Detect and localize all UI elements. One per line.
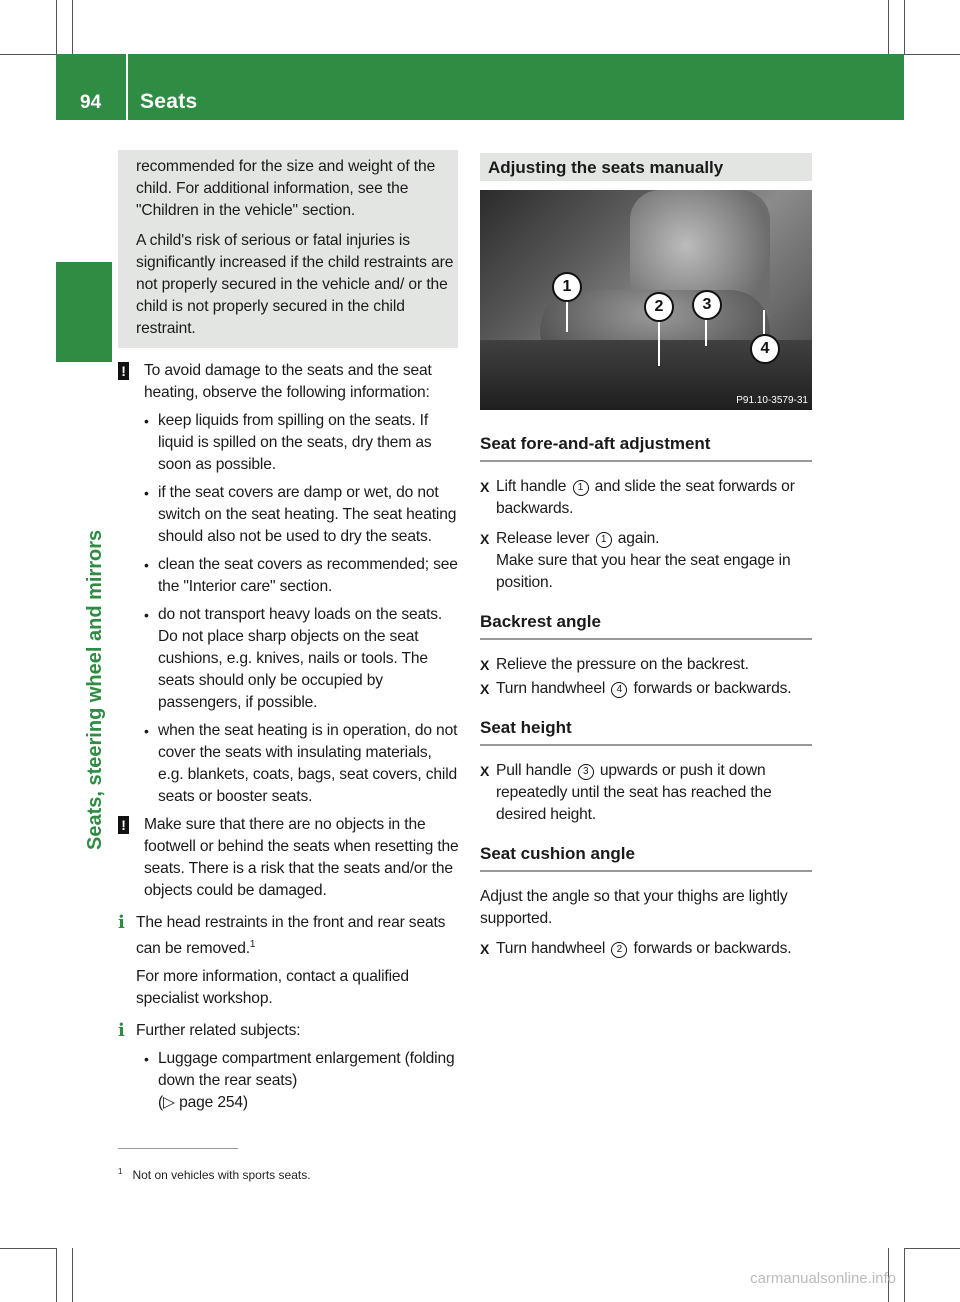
step-arrow-icon: X xyxy=(480,941,490,957)
warning-icon: ! xyxy=(118,362,129,380)
step-text: upwards or push it down repeatedly until the seat has reached the desired height. xyxy=(496,762,772,823)
crop-mark xyxy=(888,0,889,54)
crop-mark xyxy=(56,1248,57,1302)
list-item: • do not transport heavy loads on the seats. Do not place sharp objects on the seat cushions, e.g. knives, nails or tools. The seats should only be occupied by passengers, if possible. xyxy=(118,604,460,714)
step-text: Lift handle xyxy=(496,478,571,495)
list-item: • keep liquids from spilling on the seats. If liquid is spilled on the seats, dry them as soon as possible. xyxy=(118,410,460,476)
note-paragraph: recommended for the size and weight of the child. For additional information, see the "Children in the vehicle" section. xyxy=(136,158,436,219)
crop-mark xyxy=(904,1248,960,1249)
callout-ref: 1 xyxy=(596,532,612,548)
step-text: Turn handwheel xyxy=(496,940,610,957)
note-paragraph: A child's risk of serious or fatal injuries is significantly increased if the child restraints are not properly secured in the vehicle and/ or the child is not properly secured in the child restraint. xyxy=(136,232,454,337)
chapter-title: Seats, steering wheel and mirrors xyxy=(84,529,106,850)
crop-mark xyxy=(72,0,73,54)
info-block xyxy=(118,912,460,1010)
warning-text: Make sure that there are no objects in the footwell or behind the seats when resetting the seats. There is a risk that the seats and/or the objects could be damaged. xyxy=(144,816,459,899)
step-arrow-icon: X xyxy=(480,763,490,779)
step-text: forwards or backwards. xyxy=(629,680,792,697)
section-title: Adjusting the seats manually xyxy=(480,153,812,181)
page-title: Seats xyxy=(140,90,198,113)
footnote xyxy=(118,1167,311,1182)
callout-ref: 4 xyxy=(611,682,627,698)
page-reference[interactable]: (▷ page 254) xyxy=(158,1094,248,1112)
callout-marker: 4 xyxy=(750,334,780,364)
warning-block xyxy=(118,360,460,404)
instruction-step xyxy=(480,476,812,520)
step-text: Turn handwheel xyxy=(496,680,610,697)
right-column xyxy=(480,153,812,960)
callout-leader xyxy=(705,318,707,346)
page-number: 94 xyxy=(80,92,102,113)
crop-mark xyxy=(0,1248,56,1249)
note-box xyxy=(118,150,458,348)
warning-icon: ! xyxy=(118,816,129,834)
info-icon: i xyxy=(118,1020,125,1042)
step-arrow-icon: X xyxy=(480,531,490,547)
step-text: Pull handle xyxy=(496,762,576,779)
chapter-tab xyxy=(56,262,112,362)
instruction-step xyxy=(480,760,812,826)
header-separator xyxy=(126,54,128,120)
warning-text: To avoid damage to the seats and the seat heating, observe the following information: xyxy=(144,362,432,401)
instruction-step xyxy=(480,678,812,700)
list-item-text: Luggage compartment enlargement (folding down the rear seats) xyxy=(158,1050,455,1090)
callout-ref: 2 xyxy=(611,942,627,958)
list-item xyxy=(118,1048,460,1114)
heading-height: Seat height xyxy=(480,718,812,746)
instruction-step xyxy=(480,938,812,960)
list-item: • clean the seat covers as recommended; see the "Interior care" section. xyxy=(118,554,460,598)
callout-marker: 3 xyxy=(692,290,722,320)
left-column xyxy=(118,150,460,1120)
warning-block xyxy=(118,814,460,902)
info-text: For more information, contact a qualified specialist workshop. xyxy=(136,968,409,1008)
info-icon: i xyxy=(118,912,125,933)
footnote-text: Not on vehicles with sports seats. xyxy=(132,1168,311,1182)
list-item: • if the seat covers are damp or wet, do not switch on the seat heating. The seat heating should also not be used to dry the seats. xyxy=(118,482,460,548)
crop-mark xyxy=(72,1248,73,1302)
crop-mark xyxy=(0,54,56,55)
crop-mark xyxy=(56,0,57,54)
step-note: Make sure that you hear the seat engage in position. xyxy=(496,552,791,591)
heading-cushion: Seat cushion angle xyxy=(480,844,812,872)
crop-mark xyxy=(904,54,960,55)
info-text: Further related subjects: xyxy=(136,1022,301,1040)
instruction-step xyxy=(480,528,812,550)
image-code: P91.10-3579-31 xyxy=(736,395,808,406)
step-arrow-icon: X xyxy=(480,657,490,673)
step-text: Release lever xyxy=(496,530,594,547)
seat-photo xyxy=(480,190,812,410)
bullet-list xyxy=(118,1048,460,1114)
footnote-number: 1 xyxy=(118,1167,123,1176)
callout-leader xyxy=(763,310,765,334)
list-item: • when the seat heating is in operation, do not cover the seats with insulating materials, e.g. blankets, coats, bags, seat covers, child seats or booster seats. xyxy=(118,720,460,808)
crop-mark xyxy=(904,1248,905,1302)
callout-leader xyxy=(566,298,568,332)
info-text: The head restraints in the front and rear seats can be removed. xyxy=(136,914,446,958)
callout-marker: 2 xyxy=(644,292,674,322)
crop-mark xyxy=(904,0,905,54)
heading-backrest: Backrest angle xyxy=(480,612,812,640)
body-text: Adjust the angle so that your thighs are lightly supported. xyxy=(480,888,788,927)
callout-ref: 3 xyxy=(578,764,594,780)
footnote-divider xyxy=(118,1148,238,1149)
step-text: again. xyxy=(613,530,660,547)
callout-leader xyxy=(658,318,660,366)
step-arrow-icon: X xyxy=(480,681,490,697)
heading-fore-aft: Seat fore-and-aft adjustment xyxy=(480,434,812,462)
callout-marker: 1 xyxy=(552,272,582,302)
step-text: and slide the seat forwards or backwards. xyxy=(496,478,795,517)
instruction-step xyxy=(480,654,812,676)
step-text: Relieve the pressure on the backrest. xyxy=(496,656,749,673)
step-arrow-icon: X xyxy=(480,479,490,495)
bullet-list xyxy=(118,410,460,808)
info-block xyxy=(118,1020,460,1114)
footnote-ref: 1 xyxy=(249,939,256,950)
watermark: carmanualsonline.info xyxy=(750,1270,896,1287)
callout-ref: 1 xyxy=(573,480,589,496)
step-text: forwards or backwards. xyxy=(629,940,792,957)
